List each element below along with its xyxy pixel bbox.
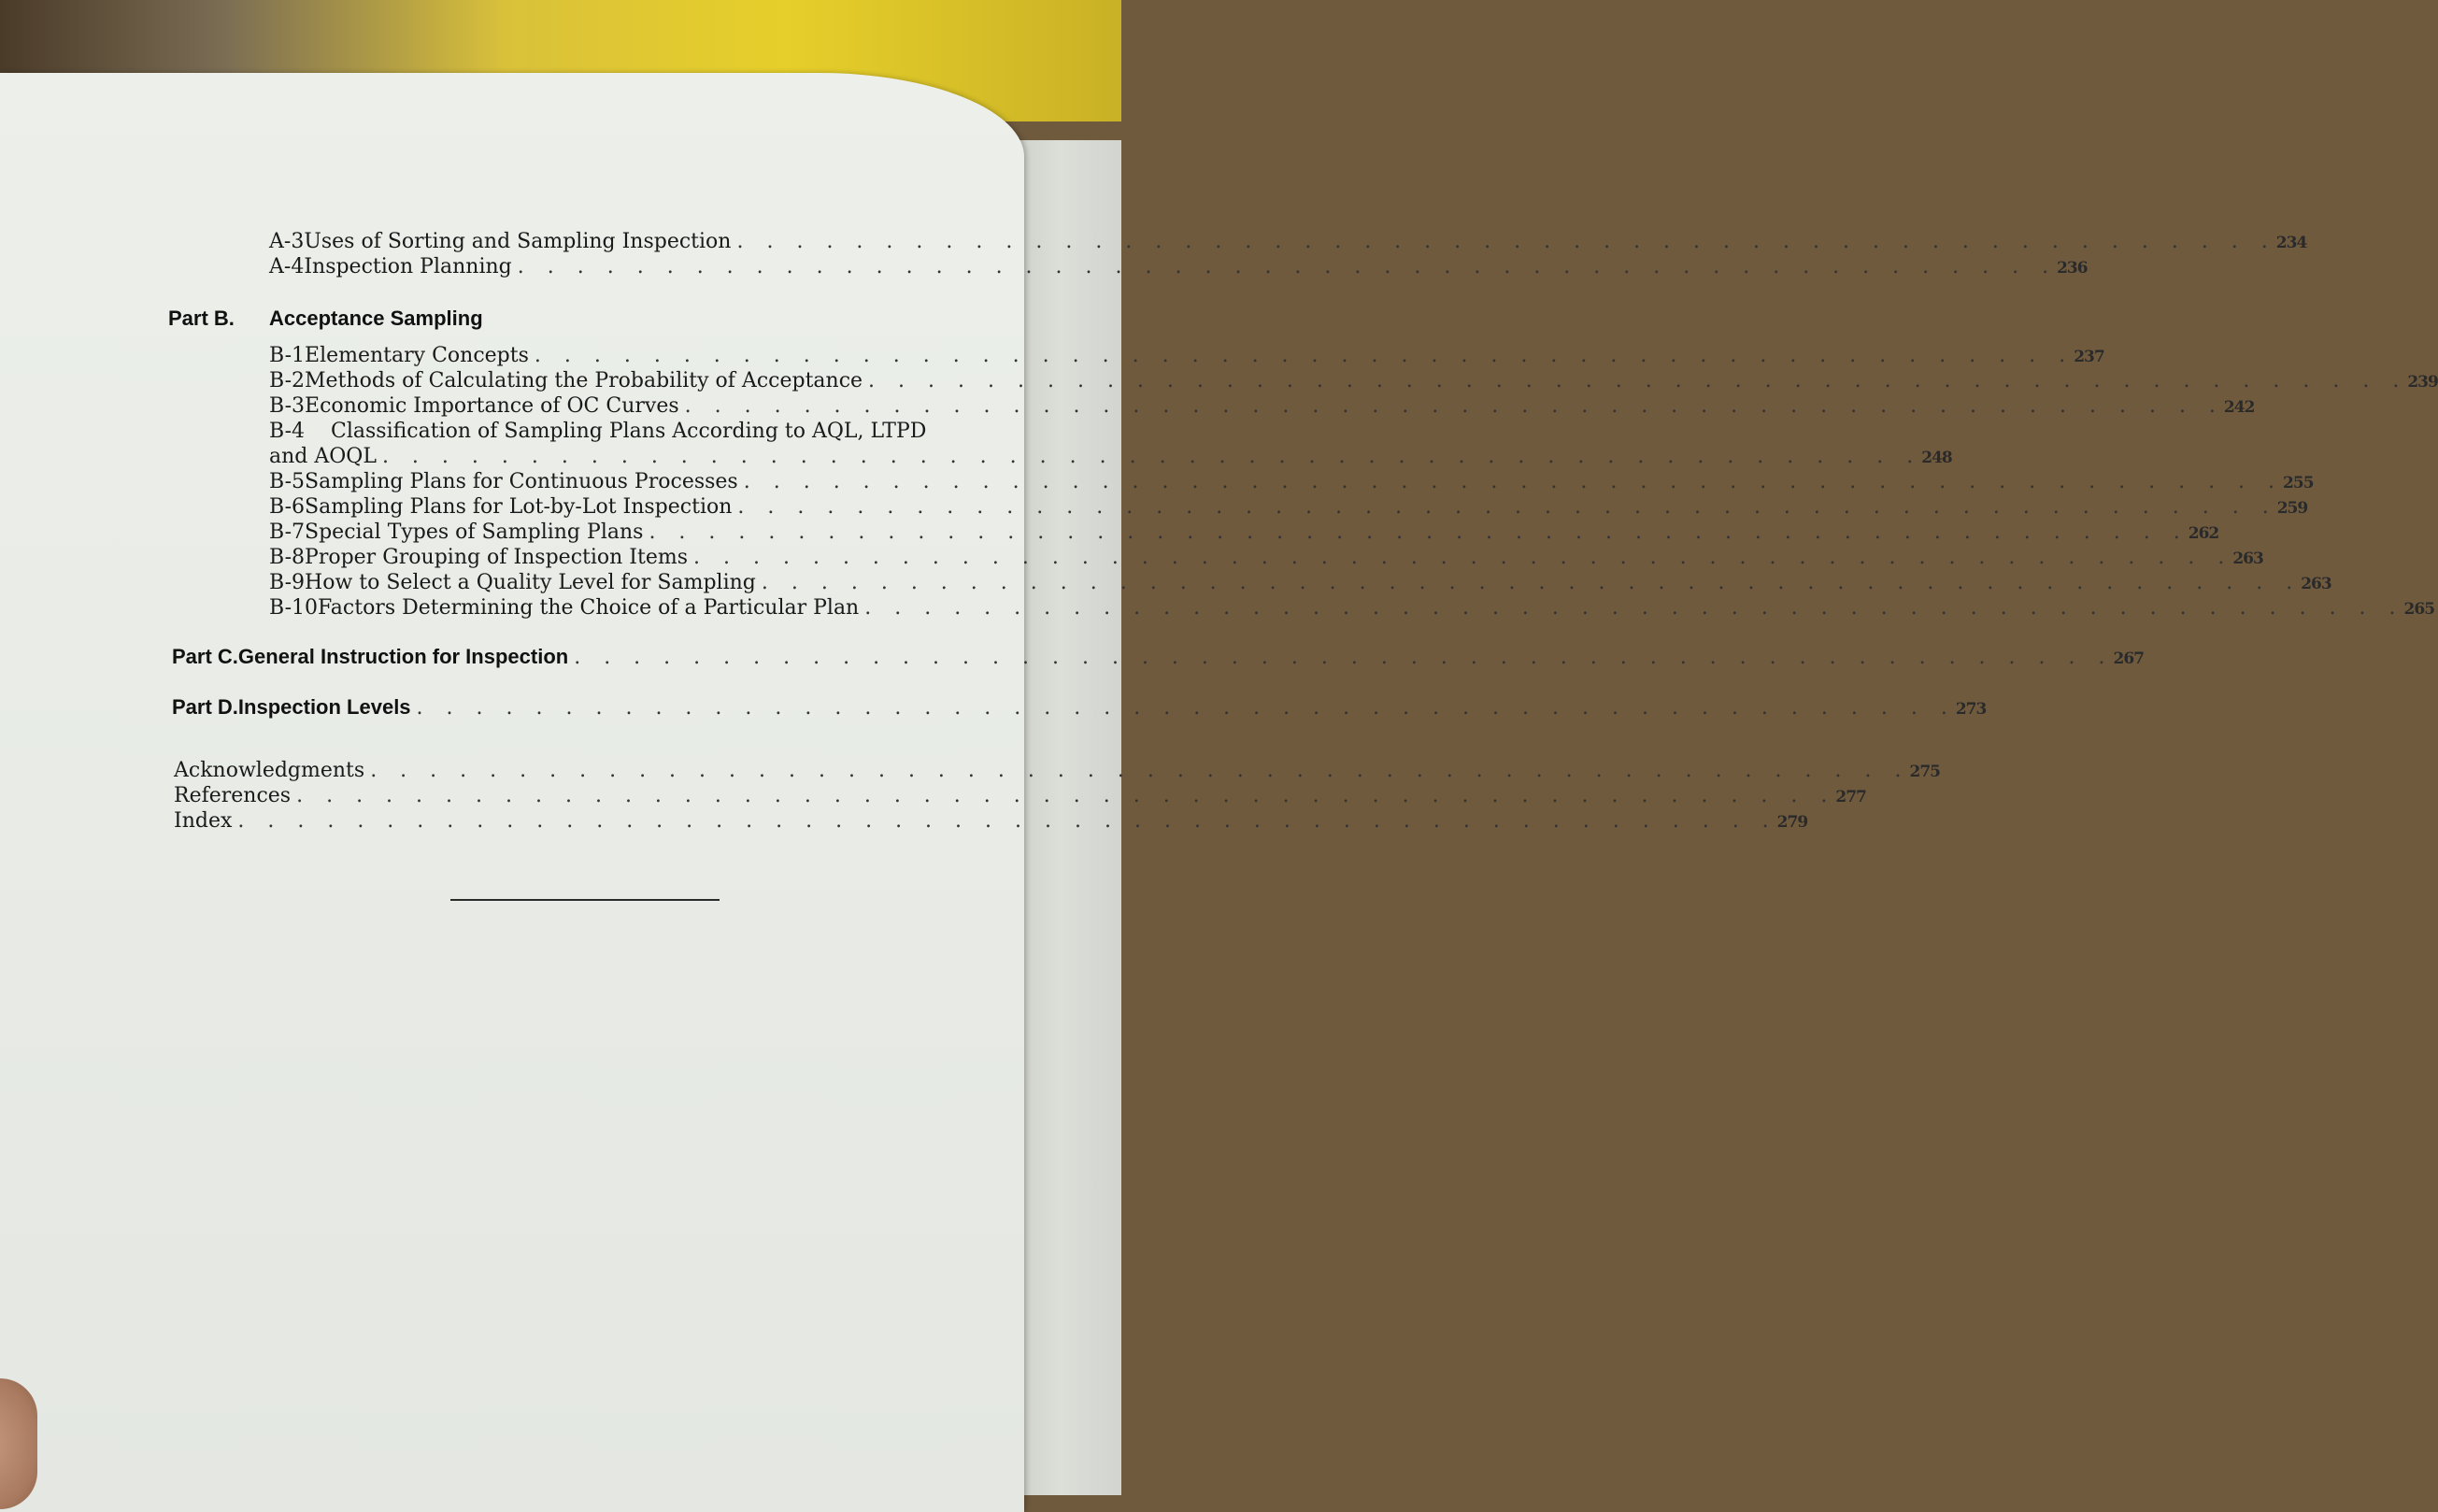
thumb [0, 1378, 37, 1509]
part-title: Acceptance Sampling [269, 307, 483, 330]
table-of-contents [0, 73, 2438, 1512]
entry-title-continued: and AOQL [269, 445, 377, 468]
part-c-heading [172, 645, 2144, 669]
entry-number: B-2 [269, 369, 306, 392]
leader-dots: . . . . . . . . . . . . . . . . . . . . . . . . . . . . . . . . . . . . . . . . . . . . . . . . . . . . [574, 646, 2114, 669]
leader-dots: . . . . . . . . . . . . . . . . . . . . . . . . . . . . . . . . . . . . . . . . . . . . . . . . . . . . [868, 369, 2408, 392]
entry-number: A-3 [269, 230, 305, 253]
leader-dots: . . . . . . . . . . . . . . . . . . . . . . . . . . . . . . . . . . . . . . . . . . . . . . . . . . . . [237, 809, 1777, 833]
part-label: Part C. [172, 645, 238, 668]
entry-title: Sampling Plans for Continuous Processes [305, 470, 738, 493]
toc-entry-b2 [269, 369, 2438, 392]
leader-dots: . . . . . . . . . . . . . . . . . . . . . . . . . . . . . . . . . . . . . . . . . . . . . . . . . . . . [370, 759, 1910, 782]
entry-page-number: 265 [2403, 600, 2435, 619]
entry-page-number: 277 [1835, 788, 1866, 806]
part-label: Part D. [172, 695, 238, 719]
book-page [0, 73, 2438, 1512]
leader-dots: . . . . . . . . . . . . . . . . . . . . . . . . . . . . . . . . . . . . . . . . . . . . . . . . . . . . [649, 521, 2188, 544]
entry-title: How to Select a Quality Level for Sampling [305, 571, 756, 594]
toc-entry-b1 [269, 344, 2104, 367]
toc-entry-acknowledgments [174, 759, 1940, 782]
part-d-heading [172, 695, 1987, 720]
entry-title: Inspection Planning [304, 255, 512, 278]
leader-dots: . . . . . . . . . . . . . . . . . . . . . . . . . . . . . . . . . . . . . . . . . . . . . . . . . . . . [743, 470, 2284, 493]
entry-number: B-5 [269, 470, 306, 493]
leader-dots: . . . . . . . . . . . . . . . . . . . . . . . . . . . . . . . . . . . . . . . . . . . . . . . . . . . . [736, 230, 2276, 253]
entry-title: References [174, 784, 292, 807]
part-title: General Instruction for Inspection [237, 645, 569, 668]
leader-dots: . . . . . . . . . . . . . . . . . . . . . . . . . . . . . . . . . . . . . . . . . . . . . . . . . . . . [517, 255, 2058, 278]
entry-page-number: 248 [1921, 449, 1952, 467]
entry-title: Sampling Plans for Lot-by-Lot Inspection [305, 495, 733, 519]
entry-number: B-4 [269, 420, 306, 443]
entry-page-number: 263 [2301, 575, 2331, 593]
entry-page-number: 259 [2276, 499, 2308, 518]
entry-number: B-8 [269, 546, 306, 569]
leader-dots: . . . . . . . . . . . . . . . . . . . . . . . . . . . . . . . . . . . . . . . . . . . . . . . . . . . . [761, 571, 2302, 594]
toc-entry-b10 [269, 596, 2435, 620]
entry-title: Economic Importance of OC Curves [305, 394, 679, 418]
leader-dots: . . . . . . . . . . . . . . . . . . . . . . . . . . . . . . . . . . . . . . . . . . . . . . . . . . . . [693, 546, 2233, 569]
leader-dots: . . . . . . . . . . . . . . . . . . . . . . . . . . . . . . . . . . . . . . . . . . . . . . . . . . . . [864, 596, 2404, 620]
entry-page-number: 239 [2407, 373, 2438, 392]
entry-title: Methods of Calculating the Probability of Acceptance [305, 369, 863, 392]
entry-page-number: 255 [2283, 474, 2314, 492]
toc-entry-b8 [269, 546, 2263, 569]
entry-title: Proper Grouping of Inspection Items [305, 546, 689, 569]
entry-title: Special Types of Sampling Plans [305, 521, 644, 544]
entry-page-number: 279 [1776, 813, 1808, 832]
entry-title: Classification of Sampling Plans According to AQL, LTPD [331, 420, 927, 443]
entry-title: Factors Determining the Choice of a Particular Plan [318, 596, 860, 620]
leader-dots: . . . . . . . . . . . . . . . . . . . . . . . . . . . . . . . . . . . . . . . . . . . . . . . . . . . . [534, 344, 2074, 367]
part-page-number: 273 [1955, 700, 1987, 719]
entry-number: B-10 [269, 596, 319, 620]
part-b-heading [168, 307, 483, 331]
toc-entry-references [174, 784, 1866, 807]
leader-dots: . . . . . . . . . . . . . . . . . . . . . . . . . . . . . . . . . . . . . . . . . . . . . . . . . . . . [737, 495, 2277, 519]
entry-number: A-4 [269, 255, 305, 278]
entry-title: Uses of Sorting and Sampling Inspection [304, 230, 732, 253]
entry-number: B-6 [269, 495, 306, 519]
leader-dots: . . . . . . . . . . . . . . . . . . . . . . . . . . . . . . . . . . . . . . . . . . . . . . . . . . . . [416, 696, 1956, 720]
entry-page-number: 236 [2057, 259, 2088, 278]
entry-number: B-7 [269, 521, 306, 544]
entry-page-number: 237 [2074, 348, 2104, 366]
entry-title: Elementary Concepts [305, 344, 529, 367]
part-title: Inspection Levels [237, 695, 411, 719]
entry-page-number: 242 [2223, 398, 2255, 417]
toc-entry-a3 [269, 230, 2307, 253]
toc-entry-a4 [269, 255, 2088, 278]
entry-number: B-9 [269, 571, 306, 594]
toc-entry-b3 [269, 394, 2255, 418]
toc-entry-b6 [269, 495, 2308, 519]
entry-page-number: 263 [2232, 549, 2263, 568]
entry-page-number: 275 [1909, 763, 1940, 781]
entry-number: B-3 [269, 394, 306, 418]
toc-entry-b4-continued [269, 445, 1952, 468]
part-label: Part B. [168, 307, 235, 330]
leader-dots: . . . . . . . . . . . . . . . . . . . . . . . . . . . . . . . . . . . . . . . . . . . . . . . . . . . . [381, 445, 1922, 468]
entry-page-number: 262 [2188, 524, 2219, 543]
toc-entry-b5 [269, 470, 2314, 493]
toc-entry-b7 [269, 521, 2219, 544]
leader-dots: . . . . . . . . . . . . . . . . . . . . . . . . . . . . . . . . . . . . . . . . . . . . . . . . . . . . [684, 394, 2224, 418]
leader-dots: . . . . . . . . . . . . . . . . . . . . . . . . . . . . . . . . . . . . . . . . . . . . . . . . . . . . [296, 784, 1836, 807]
entry-page-number: 234 [2275, 234, 2307, 252]
toc-entry-b9 [269, 571, 2331, 594]
end-rule-divider [450, 899, 720, 901]
entry-title: Acknowledgments [174, 759, 365, 782]
part-page-number: 267 [2113, 649, 2144, 668]
entry-title: Index [174, 809, 233, 833]
entry-number: B-1 [269, 344, 306, 367]
toc-entry-index [174, 809, 1808, 833]
toc-entry-b4 [269, 420, 948, 443]
